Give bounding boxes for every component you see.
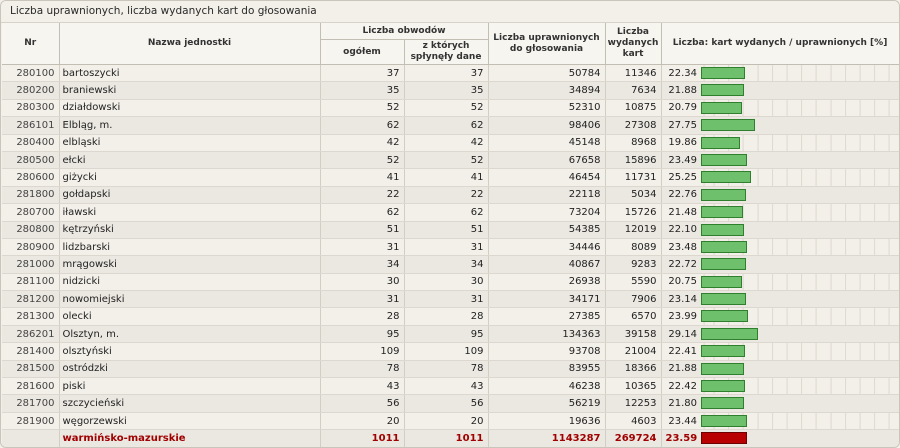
cell-districts-total: 95 [320, 325, 404, 342]
cell-eligible: 46238 [488, 378, 605, 395]
cell-name: działdowski [59, 99, 320, 116]
cell-name: węgorzewski [59, 412, 320, 429]
table-row [2, 204, 899, 221]
cell-districts-done: 1011 [404, 430, 488, 448]
cell-districts-total: 51 [320, 221, 404, 238]
cell-eligible: 52310 [488, 99, 605, 116]
total-row [2, 430, 899, 448]
cell-ratio-bar [699, 273, 899, 290]
col-header-name: Nazwa jednostki [59, 23, 320, 65]
cell-ratio-pct: 23.49 [661, 151, 699, 168]
cell-name: nowomiejski [59, 291, 320, 308]
cell-ratio-bar [699, 360, 899, 377]
cell-nr: 281300 [2, 308, 59, 325]
cell-ratio-pct: 22.76 [661, 186, 699, 203]
cell-name: bartoszycki [59, 65, 320, 82]
cell-name: olecki [59, 308, 320, 325]
ratio-bar [701, 137, 740, 149]
table-row [2, 256, 899, 273]
cell-ratio-pct: 21.88 [661, 82, 699, 99]
cell-districts-done: 52 [404, 151, 488, 168]
cell-nr [2, 430, 59, 448]
cell-districts-done: 109 [404, 343, 488, 360]
cell-nr: 281700 [2, 395, 59, 412]
cell-districts-done: 95 [404, 325, 488, 342]
cell-nr: 280300 [2, 99, 59, 116]
cell-districts-done: 37 [404, 65, 488, 82]
ratio-bar [701, 224, 744, 236]
col-header-districts: Liczba obwodów [320, 23, 488, 40]
cell-ratio-pct: 25.25 [661, 169, 699, 186]
ratio-bar [701, 241, 747, 253]
cell-ratio-pct: 21.88 [661, 360, 699, 377]
cell-name: ostródzki [59, 360, 320, 377]
cell-nr: 281600 [2, 378, 59, 395]
ratio-bar [701, 397, 744, 409]
cell-nr: 280900 [2, 238, 59, 255]
cell-districts-total: 1011 [320, 430, 404, 448]
cell-districts-total: 62 [320, 117, 404, 134]
cell-ratio-pct: 29.14 [661, 325, 699, 342]
cell-ratio-pct: 23.99 [661, 308, 699, 325]
cell-name: piski [59, 378, 320, 395]
table-row [2, 117, 899, 134]
cell-districts-total: 52 [320, 99, 404, 116]
ratio-bar [701, 415, 747, 427]
cell-ratio-bar [699, 134, 899, 151]
cell-ratio-pct: 23.44 [661, 412, 699, 429]
cell-ratio-pct: 27.75 [661, 117, 699, 134]
cell-districts-done: 22 [404, 186, 488, 203]
panel-title: Liczba uprawnionych, liczba wydanych kart do głosowania [1, 1, 899, 23]
cell-cards: 12253 [605, 395, 661, 412]
cell-eligible: 34894 [488, 82, 605, 99]
table-row [2, 378, 899, 395]
cell-cards: 11346 [605, 65, 661, 82]
cell-ratio-bar [699, 291, 899, 308]
cell-cards: 18366 [605, 360, 661, 377]
cell-ratio-pct: 22.72 [661, 256, 699, 273]
cell-nr: 280400 [2, 134, 59, 151]
cell-districts-done: 31 [404, 238, 488, 255]
cell-ratio-bar [699, 221, 899, 238]
cell-districts-total: 22 [320, 186, 404, 203]
col-header-eligible: Liczba uprawnionych do głosowania [488, 23, 605, 65]
ratio-bar [701, 258, 746, 270]
cell-districts-total: 52 [320, 151, 404, 168]
cell-cards: 11731 [605, 169, 661, 186]
ratio-bar [701, 328, 758, 340]
table-row [2, 343, 899, 360]
table-row [2, 273, 899, 290]
cell-ratio-bar [699, 65, 899, 82]
cell-eligible: 27385 [488, 308, 605, 325]
cell-cards: 8968 [605, 134, 661, 151]
cell-eligible: 45148 [488, 134, 605, 151]
cell-cards: 15726 [605, 204, 661, 221]
cell-districts-done: 41 [404, 169, 488, 186]
cell-cards: 39158 [605, 325, 661, 342]
ratio-bar [701, 310, 748, 322]
cell-nr: 286101 [2, 117, 59, 134]
cell-ratio-bar [699, 430, 899, 448]
table-row [2, 134, 899, 151]
cell-ratio-pct: 23.48 [661, 238, 699, 255]
ratio-bar [701, 171, 750, 183]
cell-ratio-bar [699, 343, 899, 360]
cell-eligible: 134363 [488, 325, 605, 342]
table-row [2, 412, 899, 429]
cell-cards: 10875 [605, 99, 661, 116]
cell-ratio-pct: 19.86 [661, 134, 699, 151]
cell-cards: 12019 [605, 221, 661, 238]
cell-nr: 281900 [2, 412, 59, 429]
cell-ratio-bar [699, 395, 899, 412]
cell-cards: 8089 [605, 238, 661, 255]
ratio-bar [701, 67, 745, 79]
cell-cards: 4603 [605, 412, 661, 429]
cell-eligible: 1143287 [488, 430, 605, 448]
cell-ratio-pct: 20.75 [661, 273, 699, 290]
cell-ratio-bar [699, 82, 899, 99]
cell-districts-total: 31 [320, 291, 404, 308]
cell-eligible: 34446 [488, 238, 605, 255]
cell-eligible: 83955 [488, 360, 605, 377]
table-row [2, 82, 899, 99]
cell-districts-total: 43 [320, 378, 404, 395]
ratio-bar [701, 345, 745, 357]
cell-ratio-bar [699, 256, 899, 273]
cell-eligible: 40867 [488, 256, 605, 273]
cell-nr: 281200 [2, 291, 59, 308]
cell-districts-total: 31 [320, 238, 404, 255]
cell-eligible: 73204 [488, 204, 605, 221]
cell-cards: 7906 [605, 291, 661, 308]
cell-districts-done: 43 [404, 378, 488, 395]
cell-eligible: 50784 [488, 65, 605, 82]
cell-ratio-bar [699, 204, 899, 221]
cell-districts-total: 42 [320, 134, 404, 151]
cell-ratio-pct: 22.34 [661, 65, 699, 82]
table-row [2, 65, 899, 82]
cell-districts-total: 62 [320, 204, 404, 221]
cell-districts-total: 56 [320, 395, 404, 412]
cell-districts-total: 37 [320, 65, 404, 82]
results-table [2, 23, 900, 448]
cell-name: olsztyński [59, 343, 320, 360]
cell-eligible: 46454 [488, 169, 605, 186]
cell-districts-done: 30 [404, 273, 488, 290]
cell-ratio-pct: 23.14 [661, 291, 699, 308]
cell-districts-done: 31 [404, 291, 488, 308]
table-row [2, 186, 899, 203]
cell-districts-done: 42 [404, 134, 488, 151]
table-row [2, 221, 899, 238]
col-header-nr: Nr [2, 23, 59, 65]
cell-districts-total: 28 [320, 308, 404, 325]
cell-districts-done: 56 [404, 395, 488, 412]
cell-name: giżycki [59, 169, 320, 186]
col-header-districts-total: ogółem [320, 40, 404, 65]
cell-districts-total: 78 [320, 360, 404, 377]
cell-ratio-pct: 21.80 [661, 395, 699, 412]
ratio-bar [701, 276, 742, 288]
table-row [2, 238, 899, 255]
cell-nr: 281800 [2, 186, 59, 203]
table-row [2, 360, 899, 377]
cell-ratio-pct: 22.42 [661, 378, 699, 395]
cell-ratio-bar [699, 169, 899, 186]
ratio-bar [701, 206, 743, 218]
cell-ratio-bar [699, 325, 899, 342]
cell-districts-done: 62 [404, 204, 488, 221]
cell-districts-done: 52 [404, 99, 488, 116]
table-row [2, 169, 899, 186]
col-header-ratio: Liczba: kart wydanych / uprawnionych [%] [661, 23, 899, 65]
cell-nr: 280600 [2, 169, 59, 186]
cell-districts-total: 20 [320, 412, 404, 429]
cell-districts-done: 78 [404, 360, 488, 377]
cell-ratio-pct: 22.41 [661, 343, 699, 360]
cell-districts-total: 41 [320, 169, 404, 186]
cell-ratio-bar [699, 99, 899, 116]
ratio-bar [701, 119, 755, 131]
cell-nr: 281100 [2, 273, 59, 290]
cell-name: szczycieński [59, 395, 320, 412]
cell-eligible: 54385 [488, 221, 605, 238]
cell-name: gołdapski [59, 186, 320, 203]
cell-nr: 280800 [2, 221, 59, 238]
ratio-bar [701, 102, 742, 114]
cell-eligible: 34171 [488, 291, 605, 308]
cell-name: lidzbarski [59, 238, 320, 255]
col-header-cards: Liczba wydanych kart [605, 23, 661, 65]
cell-nr: 286201 [2, 325, 59, 342]
ratio-bar [701, 363, 744, 375]
cell-districts-total: 30 [320, 273, 404, 290]
table-row [2, 151, 899, 168]
cell-cards: 10365 [605, 378, 661, 395]
cell-districts-total: 109 [320, 343, 404, 360]
cell-ratio-pct: 22.10 [661, 221, 699, 238]
cell-ratio-bar [699, 238, 899, 255]
cell-name: Olsztyn, m. [59, 325, 320, 342]
cell-eligible: 93708 [488, 343, 605, 360]
cell-nr: 280100 [2, 65, 59, 82]
cell-cards: 5034 [605, 186, 661, 203]
cell-nr: 281400 [2, 343, 59, 360]
cell-cards: 21004 [605, 343, 661, 360]
cell-districts-total: 34 [320, 256, 404, 273]
table-row [2, 325, 899, 342]
cell-ratio-bar [699, 412, 899, 429]
cell-districts-done: 51 [404, 221, 488, 238]
cell-cards: 6570 [605, 308, 661, 325]
cell-eligible: 98406 [488, 117, 605, 134]
cell-cards: 15896 [605, 151, 661, 168]
cell-nr: 281500 [2, 360, 59, 377]
cell-cards: 7634 [605, 82, 661, 99]
ratio-bar [701, 189, 746, 201]
cell-name: elbląski [59, 134, 320, 151]
cell-ratio-pct: 23.59 [661, 430, 699, 448]
ratio-bar [701, 84, 744, 96]
cell-ratio-bar [699, 151, 899, 168]
cell-districts-done: 35 [404, 82, 488, 99]
cell-ratio-bar [699, 308, 899, 325]
ratio-bar [701, 293, 746, 305]
cell-districts-done: 62 [404, 117, 488, 134]
cell-ratio-pct: 21.48 [661, 204, 699, 221]
cell-cards: 269724 [605, 430, 661, 448]
table-row [2, 308, 899, 325]
cell-ratio-bar [699, 378, 899, 395]
table-row [2, 99, 899, 116]
cell-cards: 5590 [605, 273, 661, 290]
ratio-bar [701, 432, 747, 444]
cell-eligible: 56219 [488, 395, 605, 412]
cell-districts-done: 20 [404, 412, 488, 429]
ratio-bar [701, 154, 747, 166]
cell-name: mrągowski [59, 256, 320, 273]
cell-name: warmińsko-mazurskie [59, 430, 320, 448]
cell-districts-done: 34 [404, 256, 488, 273]
cell-ratio-bar [699, 186, 899, 203]
cell-districts-done: 28 [404, 308, 488, 325]
cell-name: kętrzyński [59, 221, 320, 238]
cell-name: braniewski [59, 82, 320, 99]
cell-eligible: 22118 [488, 186, 605, 203]
cell-ratio-bar [699, 117, 899, 134]
cell-name: ełcki [59, 151, 320, 168]
col-header-districts-done: z których spłynęły dane [404, 40, 488, 65]
cell-cards: 9283 [605, 256, 661, 273]
cell-eligible: 67658 [488, 151, 605, 168]
table-row [2, 395, 899, 412]
cell-cards: 27308 [605, 117, 661, 134]
cell-eligible: 26938 [488, 273, 605, 290]
cell-nr: 281000 [2, 256, 59, 273]
ratio-bar [701, 380, 745, 392]
cell-nr: 280700 [2, 204, 59, 221]
cell-districts-total: 35 [320, 82, 404, 99]
cell-name: iławski [59, 204, 320, 221]
cell-name: nidzicki [59, 273, 320, 290]
cell-name: Elbląg, m. [59, 117, 320, 134]
table-row [2, 291, 899, 308]
cell-eligible: 19636 [488, 412, 605, 429]
cell-nr: 280500 [2, 151, 59, 168]
cell-nr: 280200 [2, 82, 59, 99]
cell-ratio-pct: 20.79 [661, 99, 699, 116]
